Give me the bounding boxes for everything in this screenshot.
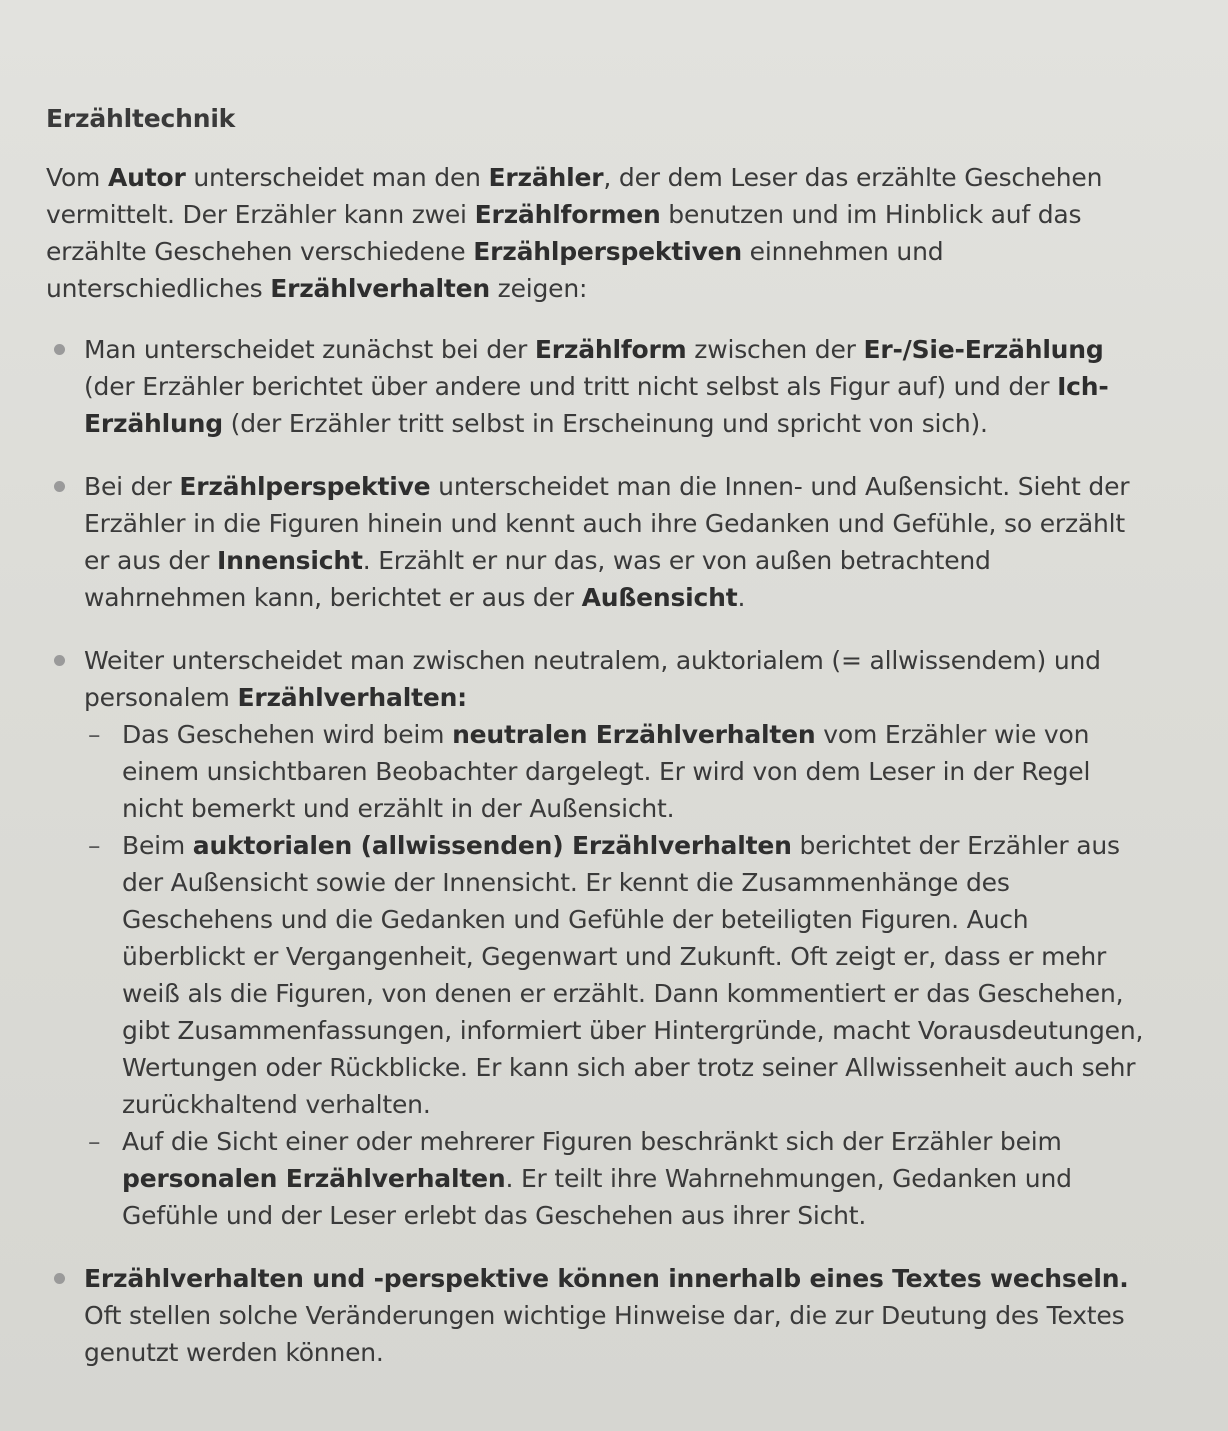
bullet-text: . [737,583,746,612]
dash-item-auktorial [84,827,1156,1123]
page-content [46,100,1156,1397]
dash-item-neutral [84,716,1156,827]
term-er-sie-erzaehlung: Er-/Sie-Erzählung [863,335,1104,364]
term-autor: Autor [107,163,186,192]
dash-icon: – [88,720,101,749]
dash-text: berichtet der Erzähler aus der Außensicht sowie der Innensicht. Er kennt die Zusammenhänge des Geschehens und die Gedanken und Gefühle der beteiligten Figuren. Auch überblickt er Vergangenheit, Gegenwart und Zukunft. Oft zeigt er, dass er mehr weiß als die Figuren, von denen er erzählt. Dann kommentiert er das Geschehen, gibt Zusammenfassungen, informiert über Hintergründe, macht Vorausdeutungen, Wertungen oder Rückblicke. Er kann sich aber trotz seiner Allwissenheit auch sehr zurückhaltend verhalten. [122,831,1144,1119]
intro-text: zeigen: [489,274,588,303]
term-ich-erzaehlung: Ich-Erzählung [84,372,1109,438]
term-innensicht: Innensicht [217,546,363,575]
term-erzaehlform: Erzählform [534,335,687,364]
bullet-text: (der Erzähler berichtet über andere und tritt nicht selbst als Figur auf) und der [84,372,1058,401]
dash-list [84,716,1156,1234]
dash-icon: – [88,1127,101,1156]
page-title: Erzähltechnik [46,104,236,133]
dash-item-personal [84,1123,1156,1234]
bullet-erzaehlverhalten [46,642,1156,1234]
term-erzaehlformen: Erzählformen [474,200,661,229]
dash-text: Das Geschehen wird beim [122,720,453,749]
term-erzaehlperspektive: Erzählperspektive [179,472,431,501]
dash-text: vom Erzähler wie von einem unsichtbaren Beobachter dargelegt. Er wird von dem Leser in der Regel nicht bemerkt und erzählt in der Außensicht. [122,720,1091,823]
bullet-dot-icon [54,655,65,666]
intro-text: , der dem Leser das erzählte Geschehen vermittelt. Der Erzähler kann zwei [46,163,1103,229]
term-neutral: neutralen Erzählverhalten [452,720,816,749]
term-erzaehlverhalten: Erzählverhalten [270,274,490,303]
bullet-erzaehlperspektive [46,468,1156,616]
term-auktorial: auktorialen (allwissenden) Erzählverhalten [192,831,792,860]
intro-paragraph [46,159,1156,307]
bullet-text: Oft stellen solche Veränderungen wichtige Hinweise dar, die zur Deutung des Textes genutzt werden können. [84,1301,1125,1367]
term-erzaehler: Erzähler [488,163,604,192]
intro-text: Vom [46,163,108,192]
bullet-dot-icon [54,344,65,355]
bullet-dot-icon [54,1273,65,1284]
dash-text: Beim [122,831,193,860]
intro-text: benutzen und im Hinblick auf das erzählte Geschehen verschiedene [46,200,1082,266]
bullet-dot-icon [54,481,65,492]
dash-text: Auf die Sicht einer oder mehrerer Figuren beschränkt sich der Erzähler beim [122,1127,1062,1156]
bullet-text: . Erzählt er nur das, was er von außen betrachtend wahrnehmen kann, berichtet er aus der [84,546,991,612]
term-aussensicht: Außensicht [581,583,738,612]
term-erzaehlperspektiven: Erzählperspektiven [473,237,742,266]
bullet-erzaehlform [46,331,1156,442]
dash-text: . Er teilt ihre Wahrnehmungen, Gedanken und Gefühle und der Leser erlebt das Geschehen aus ihrer Sicht. [122,1164,1072,1230]
bullet-text: Man unterscheidet zunächst bei der [84,335,535,364]
bullet-text: unterscheidet man die Innen- und Außensicht. Sieht der Erzähler in die Figuren hinein und kennt auch ihre Gedanken und Gefühle, so erzählt er aus der [84,472,1130,575]
dash-icon: – [88,831,101,860]
bullet-text: (der Erzähler tritt selbst in Erscheinung und spricht von sich). [222,409,988,438]
intro-text: unterscheidet man den [185,163,489,192]
bullet-list [46,331,1156,1371]
bullet-wechsel [46,1260,1156,1371]
term-wechsel: Erzählverhalten und -perspektive können innerhalb eines Textes wechseln. [84,1264,1129,1293]
term-personal: personalen Erzählverhalten [122,1164,506,1193]
intro-text: einnehmen und unterschiedliches [46,237,944,303]
bullet-text: Bei der [84,472,180,501]
term-erzaehlverhalten-heading: Erzählverhalten: [237,683,467,712]
bullet-text: Weiter unterscheidet man zwischen neutralem, auktorialem (= allwissendem) und personalem [84,646,1101,712]
bullet-text: zwischen der [686,335,864,364]
